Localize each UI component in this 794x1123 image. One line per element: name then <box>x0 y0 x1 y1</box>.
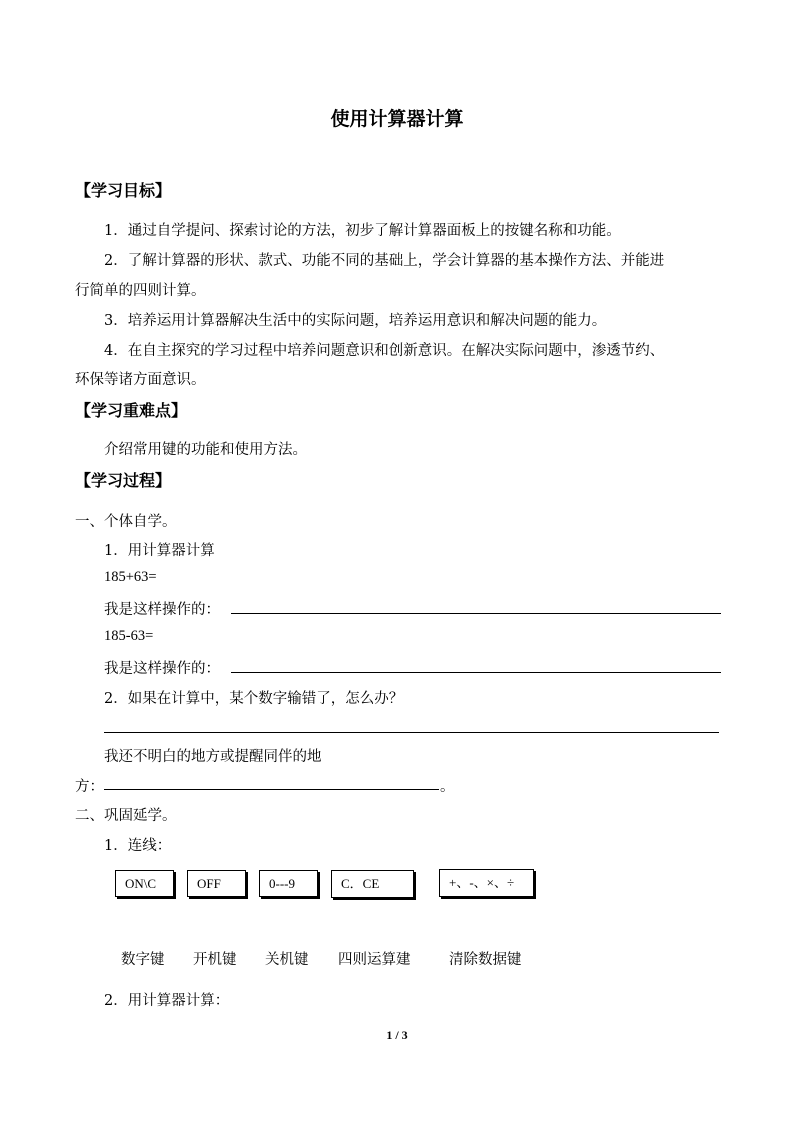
operation-label-2: 我是这样操作的： <box>104 661 220 677</box>
key-box-operators: +、-、×、÷ <box>439 869 534 897</box>
part1-question-1: 1．用计算器计算 <box>104 543 215 559</box>
goal-item-4-cont: 环保等诸方面意识。 <box>75 372 206 388</box>
goal-item-2: 2．了解计算器的形状、款式、功能不同的基础上，学会计算器的基本操作方法、并能进 <box>104 253 665 269</box>
answer-line-4[interactable] <box>104 789 439 790</box>
unclear-prompt-cont: 方： <box>75 779 104 795</box>
key-box-clear: C．CE <box>331 870 414 898</box>
key-box-off: OFF <box>187 870 246 897</box>
key-name-arithmetic: 四则运算建 <box>338 952 411 968</box>
section-goals-header: 【学习目标】 <box>75 181 172 200</box>
part1-question-2: 2．如果在计算中，某个数字输错了，怎么办？ <box>104 691 404 707</box>
unclear-prompt: 我还不明白的地方或提醒同伴的地 <box>104 749 322 765</box>
answer-line-2[interactable] <box>231 672 721 673</box>
goal-item-3: 3．培养运用计算器解决生活中的实际问题，培养运用意识和解决问题的能力。 <box>104 313 607 329</box>
part2-question-2: 2．用计算器计算： <box>104 993 230 1009</box>
key-name-on: 开机键 <box>193 952 237 968</box>
unclear-period: 。 <box>440 779 455 795</box>
answer-line-1[interactable] <box>231 613 721 614</box>
goal-item-1: 1．通过自学提问、探索讨论的方法，初步了解计算器面板上的按键名称和功能。 <box>104 223 621 239</box>
key-box-on-c: ON\C <box>115 870 174 897</box>
section-key-header: 【学习重难点】 <box>75 401 188 420</box>
part2-heading: 二、巩固延学。 <box>75 808 177 824</box>
part2-question-1: 1．连线： <box>104 838 172 854</box>
expression-2: 185-63= <box>104 628 154 644</box>
operation-label-1: 我是这样操作的： <box>104 602 220 618</box>
key-box-digits: 0---9 <box>259 870 318 897</box>
key-point-text: 介绍常用键的功能和使用方法。 <box>104 442 307 458</box>
key-name-digits: 数字键 <box>121 952 165 968</box>
section-process-header: 【学习过程】 <box>75 471 172 490</box>
page-number: 1 / 3 <box>386 1028 408 1042</box>
page-title: 使用计算器计算 <box>330 108 464 130</box>
part1-heading: 一、个体自学。 <box>75 514 177 530</box>
goal-item-4: 4．在自主探究的学习过程中培养问题意识和创新意识。在解决实际问题中，渗透节约、 <box>104 343 665 359</box>
answer-line-3[interactable] <box>104 732 719 733</box>
key-name-off: 关机键 <box>265 952 309 968</box>
expression-1: 185+63= <box>104 569 157 585</box>
goal-item-2-cont: 行简单的四则计算。 <box>75 283 206 299</box>
key-name-clear: 清除数据键 <box>449 952 522 968</box>
